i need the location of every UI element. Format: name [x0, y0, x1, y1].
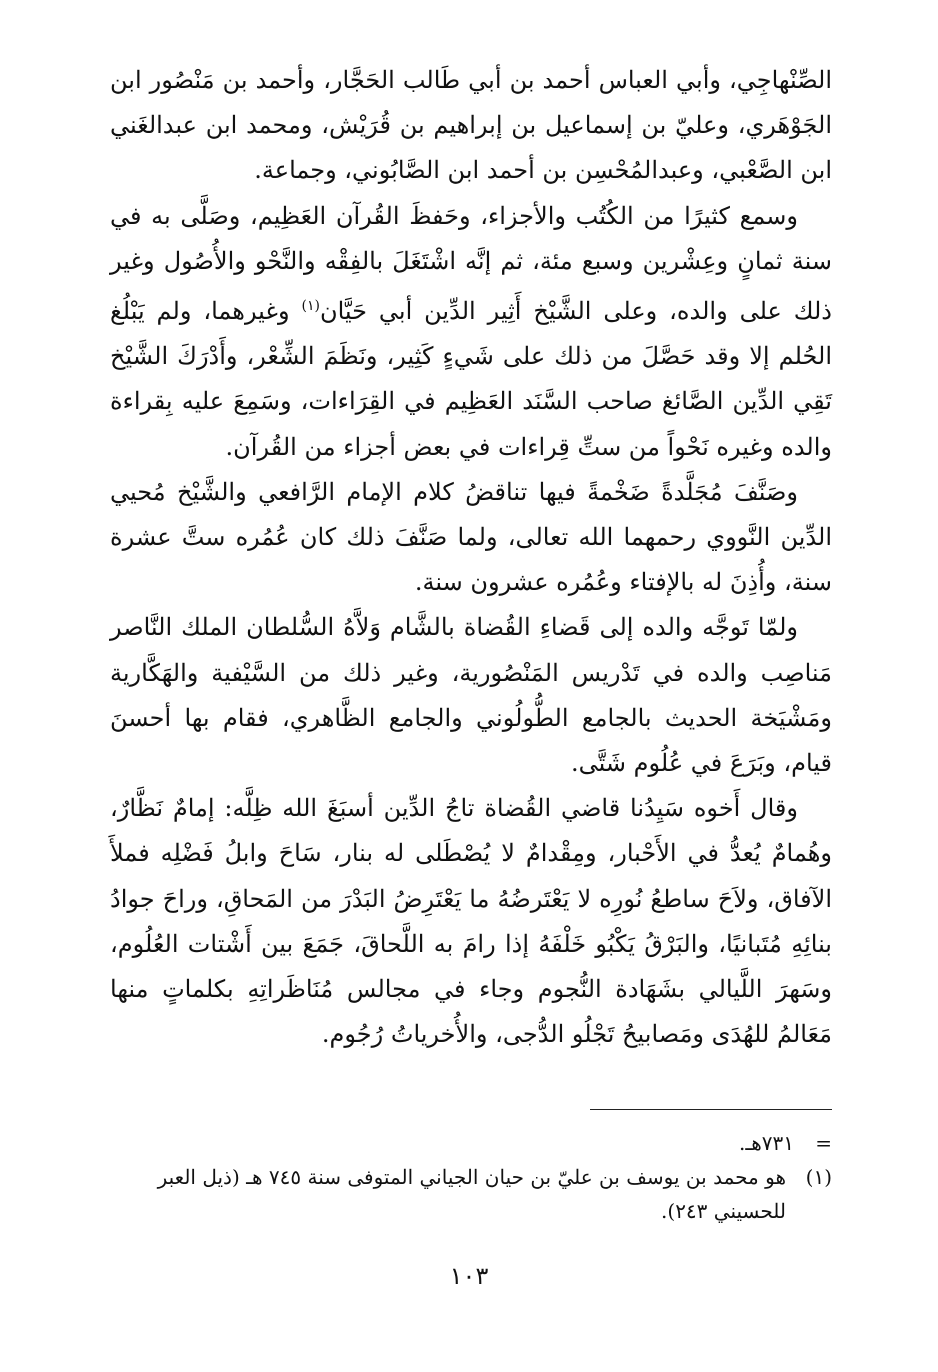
footnote-reference[interactable]: (١)	[301, 298, 320, 315]
continuation-mark: =	[815, 1131, 832, 1155]
footnote-1-number: (١)	[805, 1165, 832, 1189]
footnote-separator	[590, 1109, 832, 1110]
footnote-1	[110, 1160, 832, 1194]
footnote-continuation	[110, 1126, 832, 1160]
footnote-1-continued	[110, 1194, 832, 1228]
page-number: ١٠٣	[449, 1262, 489, 1290]
paragraph-2	[110, 194, 832, 470]
paragraph-2-part-2: وغيرهما، ولم يَبْلُغ الحُلم إلا وقد حَصَّلَ من ذلك على شَيءٍ كَثِير، ونَظَمَ الشِّعْر، وأَدْرَكَ الشَّيْخ تَقِي الدِّين الصَّائغ صاحب السَّنَد العَظِيم في القِرَاءات، وسَمِعَ عليه بِقراءة والده وغيره نَحْواً من ستِّ قِراءات في بعض أجزاء من القُرآن.	[110, 297, 832, 461]
paragraph-4: ولمّا تَوجَّه والده إلى قَضاءِ القُضاة بالشَّام وَلاَّهُ السُّلطان الملك النَّاصر مَناصِب والده في تَدْريس المَنْصُورية، وغير ذلك من السَّيْفية والهَكَّارية ومَشْيَخة الحديث بالجامع الطُّولُوني والجامع الظَّاهري، فقام بها أحسنَ قيام، وبَرَعَ في عُلُوم شَتَّى.	[110, 613, 832, 778]
continuation-text: ٧٣١هـ.	[739, 1131, 794, 1155]
paragraph-1: الصِّنْهاجِي، وأبي العباس أحمد بن أبي طَالب الحَجَّار، وأحمد بن مَنْصُور ابن الجَوْهَري، وعليّ بن إسماعيل بن إبراهيم بن قُرَيْش، ومحمد ابن عبدالغَني ابن الصَّعْبي، وعبدالمُحْسِن بن أحمد ابن الصَّابُوني، وجماعة.	[110, 66, 833, 185]
footnote-1-line-1: هو محمد بن يوسف بن عليّ بن حيان الجياني المتوفى سنة ٧٤٥ هـ (ذيل العبر	[157, 1165, 786, 1189]
paragraph-2-part-1: وسمع كثيرًا من الكُتُب والأجزاء، وحَفظَ القُرآن العَظِيم، وصَلَّى به في سنة ثمانٍ وعِشْرين وسبع مئة، ثم إنَّه اشْتَغَلَ بالفِقْه والنَّحْو والأُصُول وغير ذلك على والده، وعلى الشَّيْخ أَثِير الدِّين أبي حَيَّان	[110, 201, 832, 326]
paragraph-5: وقال أَخوه سَيِدُنا قاضي القُضاة تاجُ الدِّين أسبَغَ الله ظِلَّه: إمامٌ نَظَّارٌ، وهُمامٌ يُعدُّ في الأَحْبار، ومِقْدامٌ لا يُصْطَلى له بنار، سَاحَ وابلُ فَضْلِه فملأَ الآفاق، ولاَحَ ساطعُ نُورِه لا يَعْتَرضُهُ ما يَعْتَرِضُ البَدْرَ من المَحاقِ، وراحَ جوادُ بنائِهِ مُتَبانيًا، والبَرْقُ يَكْبُو خَلْفَهُ إذا رامَ به اللَّحاقَ، جَمَعَ بين أَشْتات العُلُوم، وسَهرَ اللَّيالي بشَهَادة النُّجوم وجاء في مجالس مُنَاظَراتِهِ بكلماتٍ منها مَعَالمُ للهُدَى ومَصابيحُ تَجْلُو الدُّجى، والأُخرياتُ رُجُوم.	[110, 794, 832, 1049]
footnote-1-line-2: للحسيني ٢٤٣).	[661, 1199, 786, 1223]
paragraph-3: وصَنَّفَ مُجَلَّدةً ضَخْمةً فيها تناقضُ كلام الإمام الرَّافعي والشَّيْخ مُحيي الدِّين النَّووي رحمهما الله تعالى، ولما صَنَّفَ ذلك كان عُمُره ستَّ عشرة سنة، وأُذِنَ له بالإفتاء وعُمُره عشرون سنة.	[110, 477, 832, 597]
main-text	[110, 58, 832, 1057]
footnotes	[110, 1126, 832, 1228]
